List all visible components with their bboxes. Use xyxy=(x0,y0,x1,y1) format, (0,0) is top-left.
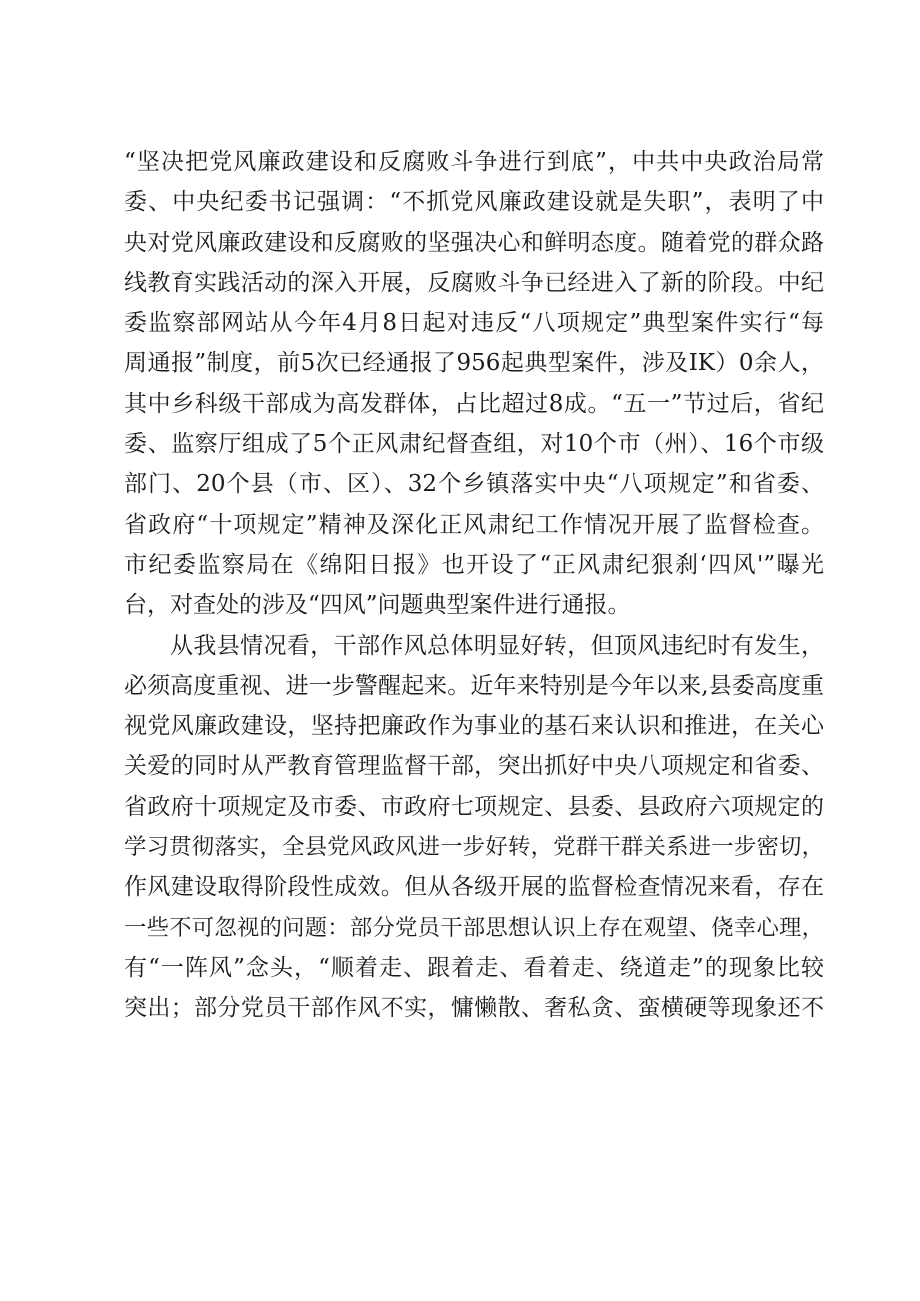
text-line: 从我县情况看，干部作风总体明显好转，但顶风违纪时有发生， xyxy=(170,632,824,659)
text-line: 台，对查处的涉及“四风”问题典型案件进行通报。 xyxy=(124,592,631,619)
text-line: 市纪委监察局在《绵阳日报》也开设了“正风肃纪狠刹‘四风'”曝光 xyxy=(124,551,824,578)
document-body xyxy=(124,142,824,1029)
text-line: 省政府十项规定及市委、市政府七项规定、县委、县政府六项规定的 xyxy=(124,793,824,820)
text-line: 突出；部分党员干部作风不实，慵懒散、奢私贪、蛮横硬等现象还不 xyxy=(124,995,824,1022)
text-line: 一些不可忽视的问题：部分党员干部思想认识上存在观望、侥幸心理， xyxy=(124,914,824,941)
text-line: “坚决把党风廉政建设和反腐败斗争进行到底”，中共中央政治局常 xyxy=(124,149,824,175)
text-line: 周通报”制度，前5次已经通报了956起典型案件，涉及IK）0余人， xyxy=(124,350,824,377)
text-line: 视党风廉政建设，坚持把廉政作为事业的基石来认识和推进，在关心 xyxy=(124,713,824,740)
text-line: 部门、20个县（市、区）、32个乡镇落实中央“八项规定”和省委、 xyxy=(124,471,824,498)
text-line: 委监察部网站从今年4月8日起对违反“八项规定”典型案件实行“每 xyxy=(124,310,824,337)
text-line: 央对党风廉政建设和反腐败的坚强决心和鲜明态度。随着党的群众路 xyxy=(124,229,824,256)
text-line: 作风建设取得阶段性成效。但从各级开展的监督检查情况来看，存在 xyxy=(124,874,824,901)
text-line: 其中乡科级干部成为高发群体，占比超过8成。“五一”节过后，省纪 xyxy=(124,390,824,417)
text-line: 省政府“十项规定”精神及深化正风肃纪工作情况开展了监督检查。 xyxy=(124,511,824,538)
text-line: 委、中央纪委书记强调：“不抓党风廉政建设就是失职”，表明了中 xyxy=(124,189,824,216)
text-line: 委、监察厅组成了5个正风肃纪督查组，对10个市（州）、16个市级 xyxy=(124,431,824,458)
text-line: 学习贯彻落实，全县党风政风进一步好转，党群干群关系进一步密切， xyxy=(124,834,824,861)
paragraph-1 xyxy=(124,142,824,626)
text-line: 必须高度重视、进一步警醒起来。近年来特别是今年以来,县委高度重 xyxy=(124,672,824,699)
text-line: 关爱的同时从严教育管理监督干部，突出抓好中央八项规定和省委、 xyxy=(124,753,824,780)
text-line: 有“一阵风”念头，“顺着走、跟着走、看着走、绕道走”的现象比较 xyxy=(124,954,824,981)
text-line: 线教育实践活动的深入开展，反腐败斗争已经进入了新的阶段。中纪 xyxy=(124,269,824,296)
paragraph-2 xyxy=(124,626,824,1029)
